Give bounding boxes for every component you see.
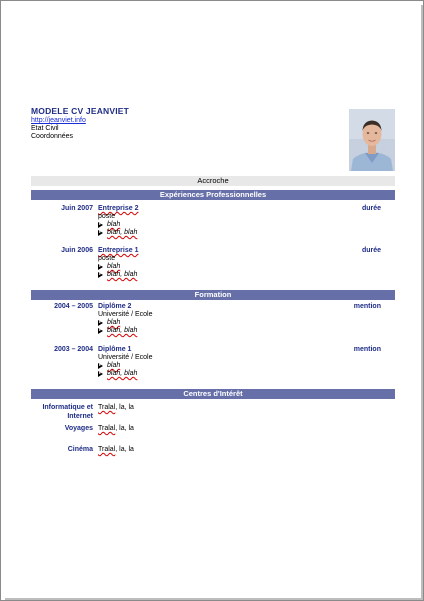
interest-label: Informatique et Internet: [42, 404, 93, 420]
entry-title: Diplôme 2: [98, 303, 132, 310]
list-item: blah, blah: [98, 327, 152, 334]
entry-subtitle: poste: [98, 255, 116, 262]
entry-body: [98, 247, 138, 278]
entry-body: [98, 303, 152, 334]
tagline-bar: Accroche: [31, 176, 395, 186]
civil-status: Etat Civil: [31, 125, 59, 132]
entry-mention: mention: [353, 346, 381, 353]
triangle-bullet-icon: [98, 264, 103, 270]
triangle-bullet-icon: [98, 230, 103, 236]
interest-label: Voyages: [64, 425, 93, 432]
list-item: blah: [98, 362, 152, 369]
entry-title: Entreprise 1: [98, 247, 139, 254]
entry-title: Entreprise 2: [98, 205, 139, 212]
website-link[interactable]: http://jeanviet.info: [31, 117, 86, 124]
entry-date: Juin 2006: [61, 247, 93, 254]
entry-subtitle: Université / Ecole: [98, 354, 153, 361]
list-item: blah: [98, 263, 138, 270]
interest-text: Tralal, la, la: [98, 446, 134, 453]
entry-date: 2003 – 2004: [54, 346, 93, 353]
triangle-bullet-icon: [98, 328, 103, 334]
contact-details: Coordonnées: [31, 133, 74, 140]
entry-body: [98, 205, 138, 236]
section-header-interests: Centres d'Intérêt: [31, 389, 395, 399]
interest-text: Tralal, la, la: [98, 425, 134, 432]
list-item: blah, blah: [98, 370, 152, 377]
section-header-experience: Expériences Professionnelles: [31, 190, 395, 200]
entry-date: Juin 2007: [61, 205, 93, 212]
section-header-formation: Formation: [31, 290, 395, 300]
entry-subtitle: Université / Ecole: [98, 311, 153, 318]
cv-title: MODELE CV JEANVIET: [31, 106, 130, 116]
list-item: blah: [98, 319, 152, 326]
entry-duration: durée: [361, 205, 381, 212]
entry-subtitle: poste: [98, 213, 116, 220]
interest-text: Tralal, la, la: [98, 404, 134, 411]
list-item: blah: [98, 221, 138, 228]
list-item: blah, blah: [98, 229, 138, 236]
triangle-bullet-icon: [98, 371, 103, 377]
entry-body: [98, 346, 152, 377]
entry-duration: durée: [361, 247, 381, 254]
profile-photo: [349, 109, 395, 171]
triangle-bullet-icon: [98, 320, 103, 326]
entry-mention: mention: [353, 303, 381, 310]
entry-title: Diplôme 1: [98, 346, 132, 353]
triangle-bullet-icon: [98, 363, 103, 369]
list-item: blah, blah: [98, 271, 138, 278]
entry-date: 2004 – 2005: [54, 303, 93, 310]
triangle-bullet-icon: [98, 222, 103, 228]
cv-header: [31, 106, 129, 140]
interest-label: Cinéma: [67, 446, 93, 453]
triangle-bullet-icon: [98, 272, 103, 278]
